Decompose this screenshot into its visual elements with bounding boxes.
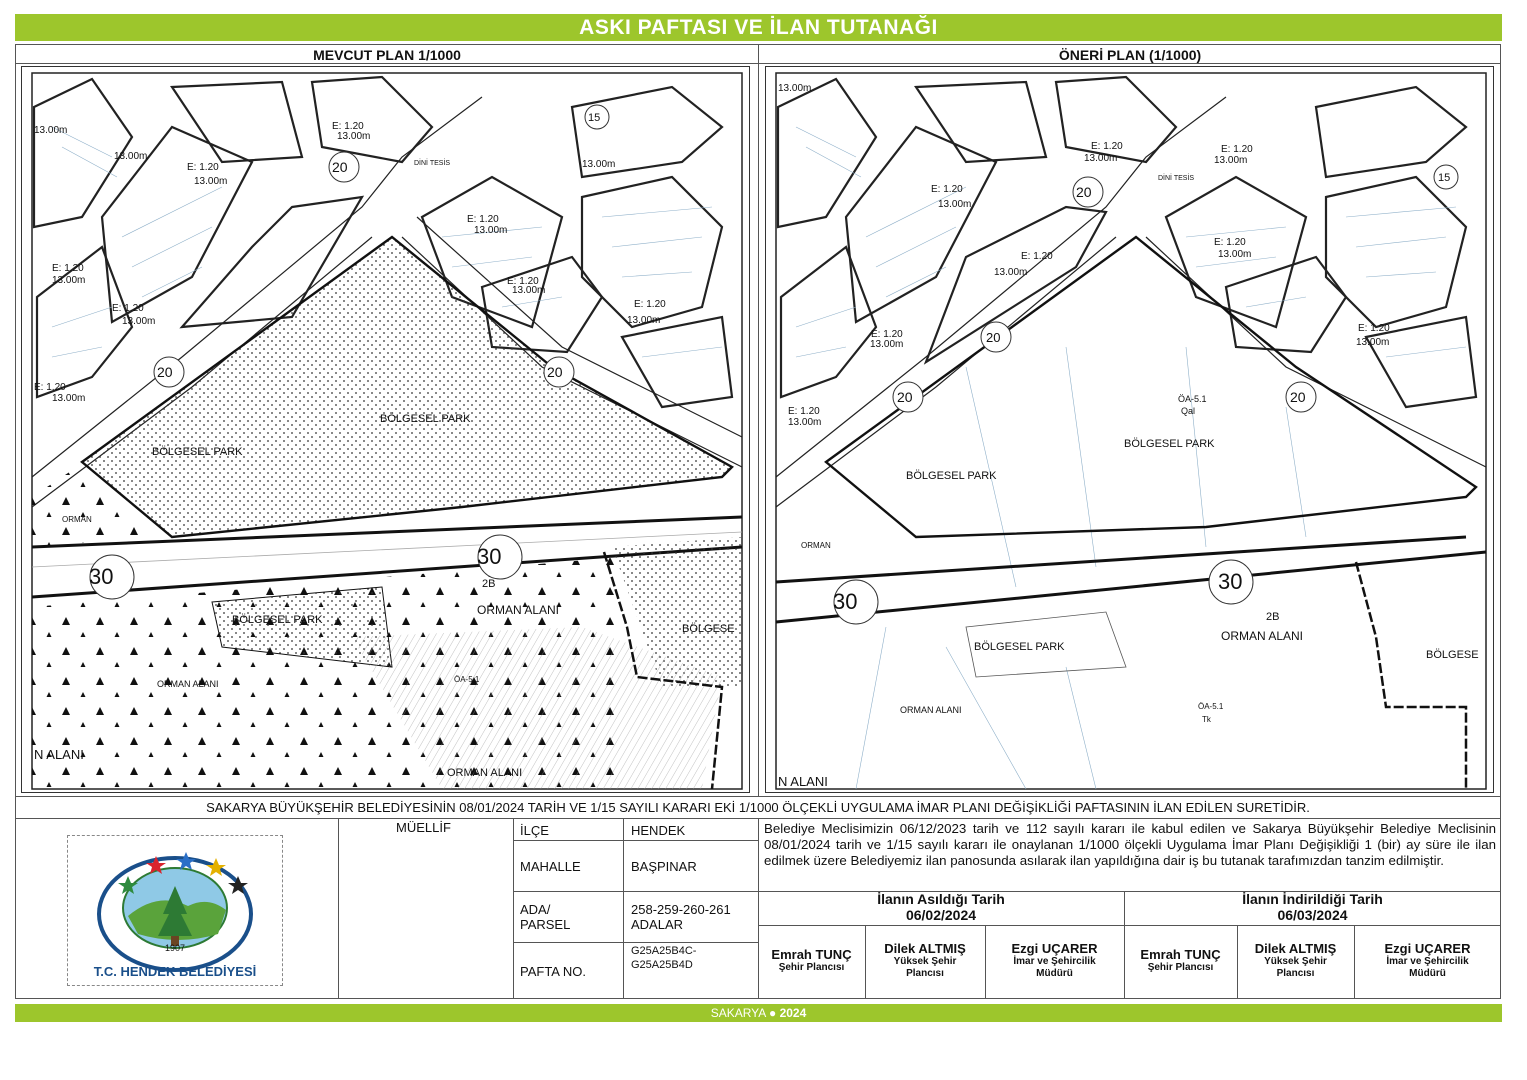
ada-value: 258-259-260-261 <box>631 902 731 917</box>
far-label-5: E: 1.20 <box>871 329 903 340</box>
far-label-3: E: 1.20 <box>467 214 499 225</box>
height-label-4: 13.00m <box>512 285 546 296</box>
road-width-30-right: 30 <box>1218 569 1243 594</box>
signer-name: Emrah TUNÇ <box>1140 947 1221 962</box>
road-width-20-top: 20 <box>1076 184 1092 200</box>
forest-label-bottom: ORMAN ALANI <box>447 767 523 779</box>
forest-label-small: ORMAN ALANI <box>157 679 219 689</box>
footer-bar <box>15 1004 1502 1022</box>
table-row-rule-2 <box>513 891 758 892</box>
forest-label: ORMAN ALANI <box>477 603 560 617</box>
footer-city: SAKARYA <box>710 1006 766 1020</box>
far-label-6: E: 1.20 <box>52 263 84 274</box>
ada-label: ADA/ <box>520 902 551 917</box>
table-col-1 <box>338 818 339 999</box>
height-label-11: 13.00m <box>114 151 148 162</box>
table-col-2 <box>513 818 514 999</box>
height-label-7: 13.00m <box>1356 337 1390 348</box>
signer-title: İmar ve Şehircilik <box>1013 956 1096 967</box>
forest-label-edge: N ALANI <box>34 747 84 762</box>
current-plan-map <box>21 66 750 793</box>
municipality-logo <box>67 835 283 986</box>
height-label-3: 13.00m <box>1218 249 1252 260</box>
far-label-7: E: 1.20 <box>34 382 66 393</box>
far-label-3: E: 1.20 <box>1214 237 1246 248</box>
park-label-main: BÖLGESEL PARK <box>380 413 471 425</box>
signer-title-2: Plancısı <box>906 968 944 979</box>
forest-label-small: ORMAN ALANI <box>900 705 962 715</box>
height-label-10: 13.00m <box>34 125 68 136</box>
height-label-1: 13.00m <box>938 199 972 210</box>
height-label-5: 13.00m <box>870 339 904 350</box>
far-label-1: E: 1.20 <box>187 162 219 173</box>
forest-label: ORMAN ALANI <box>1221 629 1304 643</box>
table-col-3 <box>623 818 624 999</box>
parsel-label: PARSEL <box>520 917 571 932</box>
far-label-7: E: 1.20 <box>1358 323 1390 334</box>
muellif-label: MÜELLİF <box>396 820 451 835</box>
pafta-value-2: G25A25B4D <box>631 959 693 971</box>
road-width-20-top: 20 <box>332 159 348 175</box>
height-label-4: 13.00m <box>994 267 1028 278</box>
footer-separator: ● <box>768 1006 777 1020</box>
far-label-5: E: 1.20 <box>112 303 144 314</box>
park-label-right: BÖLGESE <box>1426 649 1479 661</box>
logo-name: T.C. HENDEK BELEDİYESİ <box>93 964 257 979</box>
ilce-value: HENDEK <box>631 823 686 838</box>
road-width-20-left: 20 <box>897 389 913 405</box>
announcement-statement: Belediye Meclisimizin 06/12/2023 tarih ve 112 sayılı kararı ile kabul edilen ve Sakarya Büyükşehir Belediye Meclisinin 08/01/2024 tarih ve 1/15 sayılı kararı ile onaylanan 1/1000 ölçekli Uygulama İmar Planı Değişikliği 1 (bir) ay süre ile ilan edilmek üzere Belediyemiz ilan panosunda asılarak ilan yapıldığına dair iş bu tutanak tarafımızdan tanzim edilmiştir. <box>764 821 1496 868</box>
signer-title: Şehir Plancısı <box>778 962 845 973</box>
posted-date: 06/02/2024 <box>905 907 977 923</box>
height-label-2: 13.00m <box>337 131 371 142</box>
logo-year: 1907 <box>164 943 186 953</box>
height-label-8: 13.00m <box>1214 155 1248 166</box>
signer-title: Yüksek Şehir <box>893 956 957 967</box>
height-label-1: 13.00m <box>194 176 228 187</box>
road-width-20-right: 20 <box>1290 389 1306 405</box>
park-label-bottom: BÖLGESEL PARK <box>232 614 323 626</box>
oa-label-2: ÖA-5.1 <box>1198 702 1224 711</box>
signer-name: Emrah TUNÇ <box>771 947 852 962</box>
table-row-rule-3 <box>513 942 758 943</box>
forest-label-edge: N ALANI <box>778 774 828 789</box>
height-label-3: 13.00m <box>474 225 508 236</box>
far-label-8: E: 1.20 <box>634 299 666 310</box>
far-label-1: E: 1.20 <box>931 184 963 195</box>
signer-title: Şehir Plancısı <box>1147 962 1214 973</box>
mahalle-label: MAHALLE <box>520 859 581 874</box>
table-row-rule-1 <box>513 840 758 841</box>
signer-name: Ezgi UÇARER <box>1384 941 1471 956</box>
signer-name: Dilek ALTMIŞ <box>1254 941 1337 956</box>
height-label-8: 13.00m <box>627 315 661 326</box>
far-label-8: E: 1.20 <box>1221 144 1253 155</box>
signer-title: İmar ve Şehircilik <box>1386 956 1469 967</box>
road-width-15: 15 <box>1438 172 1451 184</box>
proposed-plan-heading: ÖNERİ PLAN (1/1000) <box>759 44 1501 64</box>
road-width-30-left: 30 <box>833 589 858 614</box>
posted-signer-2 <box>865 941 985 980</box>
removed-signer-2 <box>1237 941 1354 980</box>
height-label-7: 13.00m <box>52 393 86 404</box>
park-label-left: BÖLGESEL PARK <box>152 446 243 458</box>
orman-label: ORMAN <box>62 515 92 524</box>
orman-label: ORMAN <box>801 541 831 550</box>
oa-label: ÖA-5.1 <box>454 675 480 684</box>
qal-label: Qal <box>1181 406 1196 416</box>
ada-value-suffix: ADALAR <box>631 917 684 932</box>
height-label-2: 13.00m <box>1084 153 1118 164</box>
height-label-9: 13.00m <box>778 83 812 94</box>
pafta-label: PAFTA NO. <box>520 964 586 979</box>
road-width-30-right: 30 <box>477 544 502 569</box>
code-2b: 2B <box>1266 611 1280 623</box>
road-width-15: 15 <box>588 112 601 124</box>
park-label-left: BÖLGESEL PARK <box>906 470 997 482</box>
road-width-20-right: 20 <box>547 364 563 380</box>
road-width-20-left: 20 <box>157 364 173 380</box>
plan-caption: SAKARYA BÜYÜKŞEHİR BELEDİYESİNİN 08/01/2024 TARİH VE 1/15 SAYILI KARARI EKİ 1/1000 ÖLÇEKLİ UYGULAMA İMAR PLANI DEĞİŞİKLİĞİ PAFTASININ İLAN EDİLEN SURETİDİR. <box>206 800 1310 815</box>
height-label-6: 13.00m <box>788 417 822 428</box>
mahalle-value: BAŞPINAR <box>631 859 697 874</box>
ilce-label: İLÇE <box>520 823 549 838</box>
caption-top-rule <box>15 796 1501 797</box>
signer-title: Yüksek Şehir <box>1264 956 1327 967</box>
far-label-2: E: 1.20 <box>332 121 364 132</box>
removed-signer-3 <box>1354 941 1501 980</box>
removed-signer-1 <box>1124 947 1237 974</box>
signer-name: Dilek ALTMIŞ <box>884 941 966 956</box>
signer-title-2: Müdürü <box>1036 968 1073 979</box>
current-plan-heading: MEVCUT PLAN 1/1000 <box>15 44 759 64</box>
signer-title-2: Müdürü <box>1409 968 1446 979</box>
far-label-2: E: 1.20 <box>1091 141 1123 152</box>
park-label-main: BÖLGESEL PARK <box>1124 438 1215 450</box>
posted-signer-3 <box>985 941 1124 980</box>
dini-label: DİNİ TESİS <box>414 160 451 167</box>
page-title: ASKI PAFTASI VE İLAN TUTANAĞI <box>15 14 1502 41</box>
tk-label: Tk <box>1202 715 1211 724</box>
dini-label: DİNİ TESİS <box>1158 175 1195 182</box>
removed-date: 06/03/2024 <box>1277 907 1348 923</box>
code-2b: 2B <box>482 578 496 590</box>
far-label-4: E: 1.20 <box>1021 251 1053 262</box>
signer-name: Ezgi UÇARER <box>1011 941 1098 956</box>
road-width-30-left: 30 <box>89 564 114 589</box>
plan-divider <box>758 44 759 796</box>
proposed-plan-map <box>765 66 1494 793</box>
signer-title-2: Plancısı <box>1276 968 1315 979</box>
park-label-right: BÖLGESE <box>682 623 735 635</box>
park-label-bottom: BÖLGESEL PARK <box>974 641 1065 653</box>
height-label-9: 13.00m <box>582 159 616 170</box>
posted-signer-1 <box>758 947 865 974</box>
height-label-5: 13.00m <box>122 316 156 327</box>
posted-date-title: İlanın Asıldığı Tarih <box>877 891 1005 907</box>
date-rule-bottom <box>758 925 1501 926</box>
height-label-6: 13.00m <box>52 275 86 286</box>
road-width-20-mid: 20 <box>986 330 1001 345</box>
far-label-4: E: 1.20 <box>507 276 539 287</box>
removed-date-title: İlanın İndirildiği Tarih <box>1242 891 1383 907</box>
far-label-6: E: 1.20 <box>788 406 820 417</box>
oa-label: ÖA-5.1 <box>1178 394 1207 404</box>
pafta-value-1: G25A25B4C- <box>631 945 697 957</box>
footer-year: 2024 <box>779 1006 807 1020</box>
